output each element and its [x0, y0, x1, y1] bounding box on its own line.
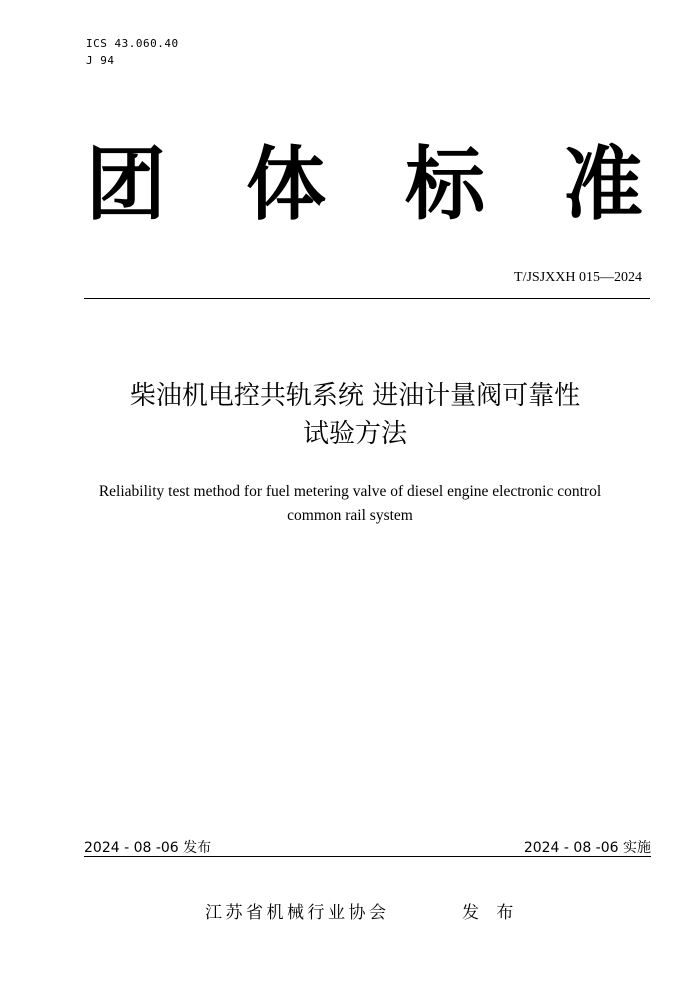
title-english-line-1: Reliability test method for fuel metering valve of diesel engine electronic control [98, 483, 602, 500]
publisher-name: 江苏省机械行业协会 [205, 903, 390, 923]
doc-type-char-2: 体 [246, 138, 326, 231]
doc-type-char-4: 准 [563, 138, 643, 231]
title-english [40, 480, 660, 528]
title-chinese [60, 377, 650, 453]
issue-date: 2024 - 08 -06 发布 [84, 840, 212, 856]
title-chinese-line-1: 柴油机电控共轨系统 进油计量阀可靠性 [129, 381, 581, 411]
title-chinese-line-2: 试验方法 [302, 419, 407, 449]
implementation-date: 2024 - 08 -06 实施 [523, 840, 651, 856]
title-english-line-2: common rail system [287, 507, 413, 524]
bottom-divider [84, 856, 651, 857]
doc-type-char-3: 标 [405, 138, 485, 231]
doc-type-char-1: 团 [86, 138, 166, 231]
top-divider [84, 298, 650, 299]
publish-label: 发 布 [462, 903, 520, 923]
standard-number: T/JSJXXH 015—2024 [514, 270, 642, 285]
ccs-code: J 94 [86, 54, 115, 67]
ics-code: ICS 43.060.40 [86, 37, 179, 50]
